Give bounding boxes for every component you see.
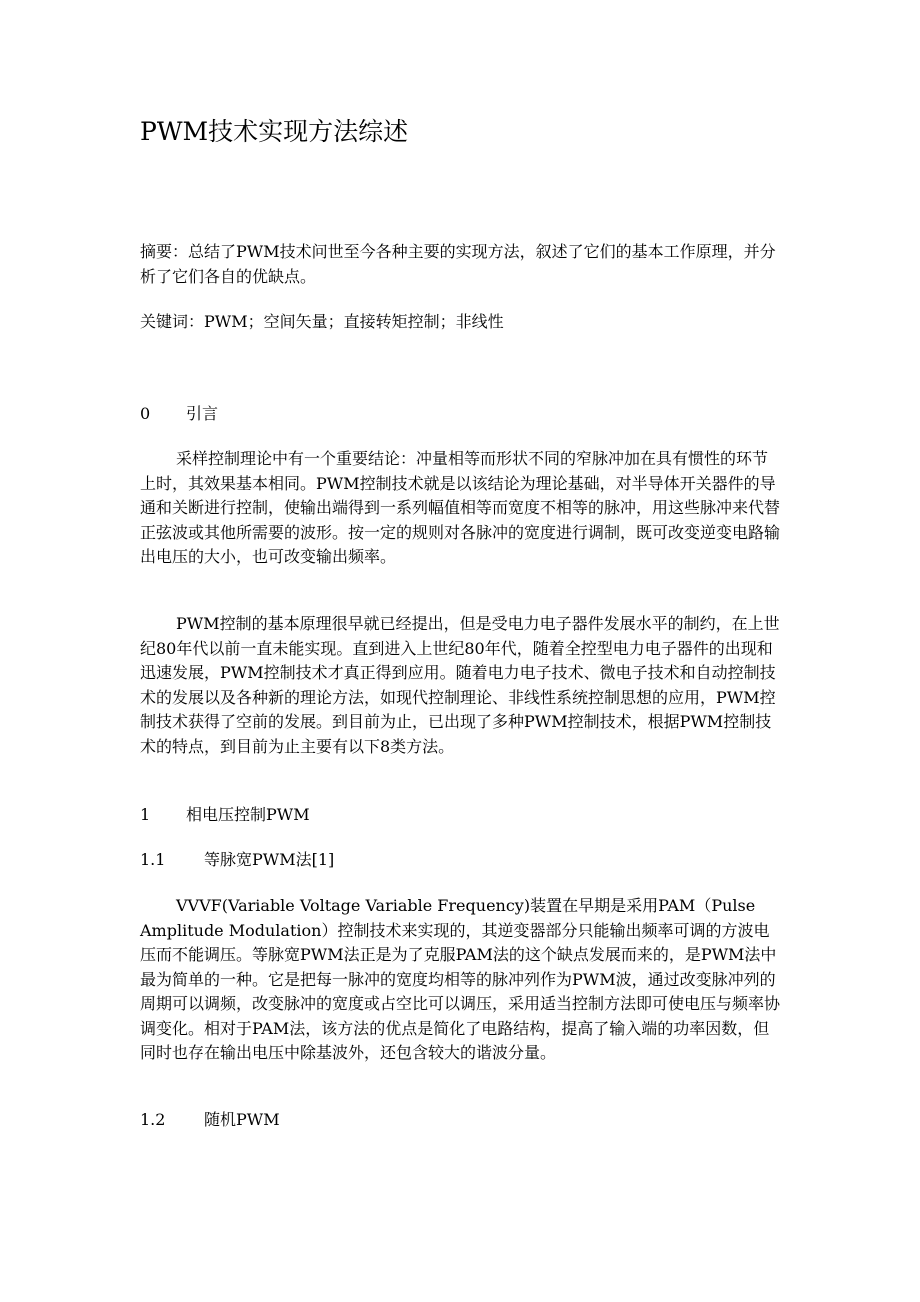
body-paragraph: 采样控制理论中有一个重要结论：冲量相等而形状不同的窄脉冲加在具有惯性的环节上时，其效果基本相同。PWM控制技术就是以该结论为理论基础，对半导体开关器件的导通和关断进行控制，使输出端得到一系列幅值相等而宽度不相等的脉冲，用这些脉冲来代替正弦波或其他所需要的波形。按一定的规则对各脉冲的宽度进行调制，既可改变逆变电路输出电压的大小，也可改变输出频率。 [140, 449, 781, 566]
section-title: 等脉宽PWM法[1] [204, 850, 335, 869]
section-title: 相电压控制PWM [186, 805, 310, 824]
section-title: 引言 [186, 404, 219, 423]
body-paragraph: PWM控制的基本原理很早就已经提出，但是受电力电子器件发展水平的制约，在上世纪80年代以前一直未能实现。直到进入上世纪80年代，随着全控型电力电子器件的出现和迅速发展，PWM控制技术才真正得到应用。随着电力电子技术、微电子技术和自动控制技术的发展以及各种新的理论方法，如现代控制理论、非线性系统控制思想的应用，PWM控制技术获得了空前的发展。到目前为止，已出现了多种PWM控制技术，根据PWM控制技术的特点，到目前为止主要有以下8类方法。 [140, 614, 780, 756]
section-number: 0 [140, 404, 151, 423]
section-heading-intro [140, 402, 780, 427]
section-heading-1-2 [140, 1108, 780, 1133]
document-title: PWM技术实现方法综述 [140, 117, 409, 146]
section-heading-1 [140, 803, 780, 828]
section-heading-1-1 [140, 848, 780, 873]
abstract: 摘要：总结了PWM技术问世至今各种主要的实现方法，叙述了它们的基本工作原理，并分析了它们各自的优缺点。 [140, 242, 776, 286]
keywords: 关键词：PWM；空间矢量；直接转矩控制；非线性 [140, 312, 504, 331]
section-number: 1.2 [140, 1110, 166, 1129]
section-number: 1.1 [140, 850, 166, 869]
body-paragraph: VVVF(Variable Voltage Variable Frequency)装置在早期是采用PAM（Pulse Amplitude Modulation）控制技术来实现的，其逆变器部分只能输出频率可调的方波电压而不能调压。等脉宽PWM法正是为了克服PAM法的这个缺点发展而来的，是PWM法中最为简单的一种。它是把每一脉冲的宽度均相等的脉冲列作为PWM波，通过改变脉冲列的周期可以调频，改变脉冲的宽度或占空比可以调压，采用适当控制方法即可使电压与频率协调变化。相对于PAM法，该方法的优点是简化了电路结构，提高了输入端的功率因数，但同时也存在输出电压中除基波外，还包含较大的谐波分量。 [140, 896, 781, 1062]
section-title: 随机PWM [204, 1110, 280, 1129]
section-number: 1 [140, 805, 151, 824]
